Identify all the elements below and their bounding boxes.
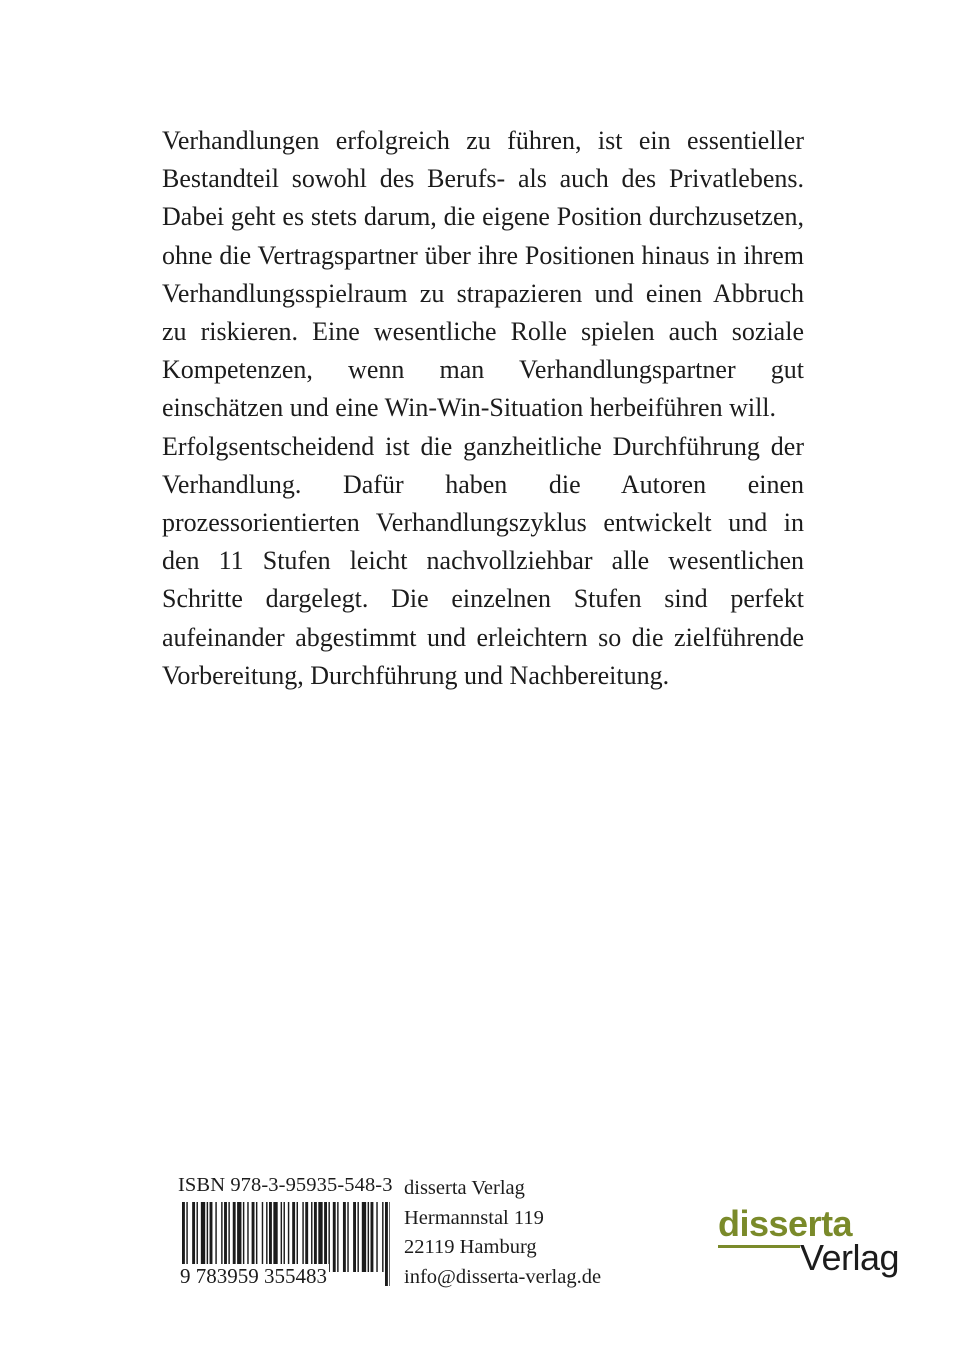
isbn-label: ISBN 978-3-95935-548-3 <box>178 1174 393 1196</box>
barcode-bar <box>228 1202 229 1272</box>
barcode-bar <box>314 1202 317 1272</box>
logo-wordmark-top: disserta <box>718 1203 853 1244</box>
barcode-bar <box>252 1202 255 1272</box>
publisher-name: disserta Verlag <box>404 1177 525 1199</box>
back-cover-blurb <box>162 122 804 695</box>
barcode-digits-text: 9 783959 355483 <box>180 1264 327 1288</box>
publisher-logo <box>718 1204 908 1294</box>
barcode-bar <box>237 1202 241 1272</box>
barcode-bar <box>371 1202 374 1272</box>
barcode-bar <box>362 1202 366 1272</box>
barcode-bar <box>243 1202 244 1272</box>
barcode-bar <box>347 1202 348 1272</box>
barcode-bar <box>221 1202 222 1272</box>
barcode-bar <box>269 1202 272 1272</box>
barcode-bar <box>353 1202 356 1272</box>
blurb-paragraph-2: Erfolgsentscheidend ist die ganzheitliche Durchführung der Verhandlung. Dafür haben die Autoren einen prozessorientierten Verhandlungszyklus entwickelt und in den 11 Stufen leicht nachvollziehbar alle wesentlichen Schritte dargelegt. Die einzelnen Stufen sind perfekt aufeinander abgestimmt und erleichtern so die zielführende Vorbereitung, Durchführung und Nachbereitung. <box>162 431 804 690</box>
publisher-street: Hermannstal 119 <box>404 1206 544 1229</box>
barcode-bar <box>224 1202 227 1272</box>
barcode-bar <box>318 1202 322 1272</box>
barcode-bar <box>215 1202 216 1272</box>
barcode-bar <box>192 1202 195 1272</box>
logo-wordmark-bottom: Verlag <box>800 1237 900 1278</box>
barcode-bar <box>297 1202 298 1272</box>
barcode-bar <box>201 1202 205 1272</box>
logo-rule <box>718 1245 800 1248</box>
blurb-paragraph-1: Verhandlungen erfolgreich zu führen, ist ein essentieller Bestandteil sowohl des Berufs- als auch des Privatlebens. Dabei geht es stets darum, die eigene Position durchzusetzen, ohne die Vertragspartner über ihre Positionen hinaus in ihrem Verhandlungsspielraum zu strapazieren und einen Abbruch zu riskieren. Eine wesentliche Rolle spielen auch soziale Kompetenzen, wenn man Verhandlungspartner gut einschätzen und eine Win-Win-Situation herbeiführen will. <box>162 126 804 423</box>
barcode-bar <box>210 1202 213 1272</box>
barcode-digits <box>178 1264 329 1289</box>
barcode-bar <box>376 1202 377 1272</box>
barcode-bar <box>385 1202 388 1286</box>
barcode-bar <box>389 1202 390 1286</box>
publisher-address <box>404 1174 601 1292</box>
barcode-bar <box>207 1202 208 1272</box>
barcode-bar <box>311 1202 312 1272</box>
barcode-bar <box>266 1202 267 1272</box>
barcode-bar <box>305 1202 308 1272</box>
barcode-bar <box>262 1202 263 1272</box>
barcode-bar <box>281 1202 282 1272</box>
barcode-bar <box>302 1202 303 1272</box>
imprint-block <box>178 1170 638 1310</box>
publisher-city: 22119 Hamburg <box>404 1236 537 1259</box>
barcode-bar <box>233 1202 236 1272</box>
barcode-bar <box>333 1202 336 1272</box>
barcode-bar <box>328 1202 329 1272</box>
barcode-bar <box>292 1202 295 1272</box>
barcode-bar <box>273 1202 277 1272</box>
barcode-bar <box>197 1202 198 1272</box>
barcode-bar <box>256 1202 257 1272</box>
barcode-bar <box>343 1202 346 1272</box>
barcode-bar <box>247 1202 248 1272</box>
publisher-email: info@disserta-verlag.de <box>404 1265 602 1288</box>
barcode-bar <box>382 1202 383 1272</box>
barcode-bar <box>324 1202 327 1272</box>
barcode-bar <box>368 1202 369 1272</box>
barcode-bar <box>337 1202 338 1272</box>
barcode-bar <box>357 1202 358 1272</box>
